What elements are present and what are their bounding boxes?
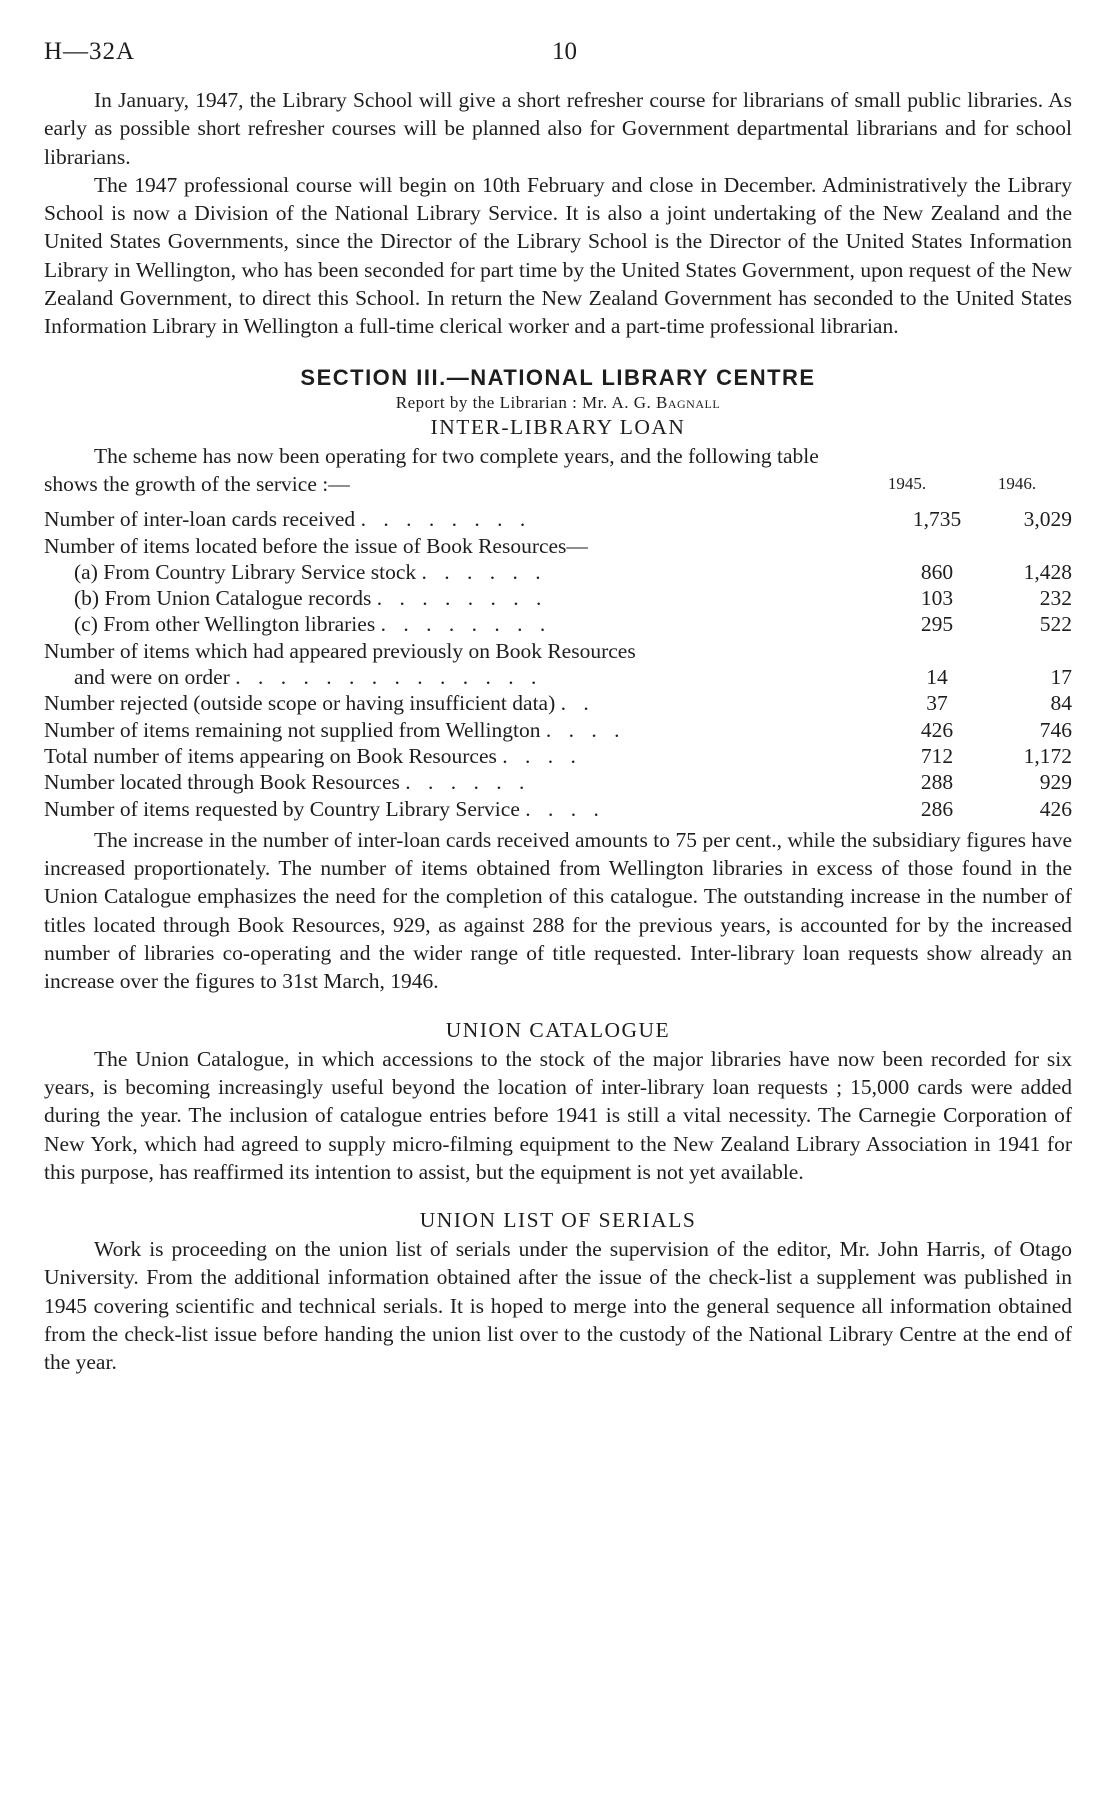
inter-library-intro: The scheme has now been operating for two complete years, and the following table [94,443,819,468]
value-1946: 746 [1039,717,1072,742]
intro-paragraph-2: The 1947 professional course will begin on 10th February and close in December. Administratively the Library School is now a Division of the National Library Service. It is also a joint undertaking of the New Zealand and the United States Governments, since the Director of the Library School is the Director of the United States Information Library in Wellington, who has been seconded for part time by the United States Government, upon request of the New Zealand Government, to direct this School. In return the New Zealand Government has seconded to the United States Information Library in Wellington a full-time clerical worker and a part-time professional librarian. [44,172,1072,339]
value-1946: 929 [1039,770,1072,795]
row-label: Number of items requested by Country Library Service [44,796,520,821]
union-catalogue-heading: UNION CATALOGUE [445,1017,671,1042]
row-label-cell [44,690,882,716]
document-reference: H—32A [44,38,136,65]
row-label-cell [44,638,882,664]
byline-prefix: Report by the Librarian : Mr. A. G. [395,392,652,412]
union-catalogue-paragraph: The Union Catalogue, in which accessions to the stock of the major libraries have now been recorded for six years, is becoming increasingly useful beyond the location of inter-library loan requests ; 15,000 cards were added during the year. The inclusion of catalogue entries before 1941 is still a vital necessity. The Carnegie Corporation of New York, which had agreed to supply micro-filming equipment to the New Zealand Library Association in 1941 for this purpose, has reaffirmed its intention to assist, but the equipment is not yet available. [44,1046,1072,1184]
year-1946-header: 1946. [997,473,1037,493]
document-page [44,38,1072,1377]
value-1945: 288 [920,770,954,795]
inter-library-commentary: The increase in the number of inter-loan cards received amounts to 75 per cent., while the subsidiary figures have increased proportionately. The number of items obtained from Wellington libraries in excess of those found in the Union Catalogue emphasizes the need for the completion of this catalogue. The outstanding increase in the number of titles located through Book Resources, 929, as against 288 for the previous years, is accounted for by the increased number of libraries co-operating and the wider range of title requested. Inter-library loan requests show already an increase over the figures to 31st March, 1946. [44,827,1072,994]
value-1946 [992,533,1072,559]
leader-dots: . . . . . . [405,770,531,795]
table-row [44,506,1072,532]
value-1946: 84 [1050,691,1072,716]
row-label-cell [44,664,882,690]
leader-dots: . . . . [545,717,626,742]
value-1946: 522 [1039,612,1072,637]
value-1946: 426 [1039,796,1072,821]
value-1945: 1,735 [912,507,962,532]
table-row [44,664,1072,690]
page-number: 10 [552,38,577,65]
table-row [44,743,1072,769]
table-intro-row [44,470,1072,498]
row-label-cell [44,559,882,585]
row-label-cell [44,769,882,795]
leader-dots: . . . . . . . . [380,612,552,637]
value-1945: 286 [920,796,954,821]
row-label-cell [44,533,882,559]
report-byline [44,393,1072,413]
table-row [44,559,1072,585]
value-1945 [882,638,992,664]
value-1946: 17 [1050,665,1072,690]
value-1945: 295 [920,612,954,637]
row-label: Number located through Book Resources [44,770,400,795]
running-header [44,38,1072,72]
row-label: Number of items located before the issue of Book Resources— [44,533,588,558]
value-1945: 14 [926,665,948,690]
table-row [44,638,1072,664]
inter-library-heading: INTER-LIBRARY LOAN [430,414,686,439]
table-row [44,690,1072,716]
table-row [44,533,1072,559]
row-label: Number of items remaining not supplied from Wellington [44,717,541,742]
leader-dots: . . . . . . . . [376,586,548,611]
table-row [44,611,1072,637]
value-1946: 1,428 [1023,559,1072,584]
table-intro-text: shows the growth of the service :— [44,471,350,496]
value-1946: 232 [1039,586,1072,611]
year-1945-header: 1945. [887,473,927,493]
row-label-cell [44,717,882,743]
row-label: Number of inter-loan cards received [44,507,356,532]
row-label: Total number of items appearing on Book Resources [44,743,497,768]
row-label-cell [44,611,882,637]
value-1946: 1,172 [1023,743,1072,768]
row-label-cell [44,506,882,532]
value-1945: 712 [920,743,954,768]
leader-dots: . . . . . . [421,559,547,584]
row-label-cell [44,796,882,822]
row-label: Number of items which had appeared previously on Book Resources [44,638,636,663]
value-1946: 3,029 [1023,507,1072,532]
row-label-cell [44,743,882,769]
table-row [44,769,1072,795]
intro-paragraph-1: In January, 1947, the Library School will give a short refresher course for librarians of small public libraries. As early as possible short refresher courses will be planned also for Government departmental librarians and for school librarians. [44,88,1072,169]
row-label: (c) From other Wellington libraries [74,612,376,637]
leader-dots: . . . . [502,743,582,768]
value-1945: 103 [920,586,954,611]
leader-dots: . . [560,691,595,716]
value-1945: 37 [926,691,948,716]
leader-dots: . . . . . . . . [360,507,532,532]
value-1945: 426 [920,717,954,742]
value-1945 [882,533,992,559]
leader-dots: . . . . [525,796,605,821]
section-title: SECTION III.—NATIONAL LIBRARY CENTRE [300,364,816,390]
row-label: (a) From Country Library Service stock [74,559,417,584]
value-1945: 860 [920,559,954,584]
row-label-cell [44,585,882,611]
byline-name: Bagnall [656,392,721,412]
table-row [44,585,1072,611]
row-label: and were on order [74,665,230,690]
inter-loan-table [44,506,1072,822]
union-list-paragraph: Work is proceeding on the union list of serials under the supervision of the editor, Mr. John Harris, of Otago University. From the additional information obtained after the issue of the check-list a supplement was published in 1945 covering scientific and technical serials. It is hoped to merge into the general sequence all information obtained from the check-list issue before handing the union list over to the custody of the National Library Centre at the end of the year. [44,1237,1072,1375]
row-label: Number rejected (outside scope or having insufficient data) [44,691,556,716]
leader-dots: . . . . . . . . . . . . . . [235,665,543,690]
table-row [44,717,1072,743]
value-1946 [992,638,1072,664]
table-row [44,796,1072,822]
row-label: (b) From Union Catalogue records [74,586,372,611]
union-list-heading: UNION LIST OF SERIALS [419,1208,697,1233]
